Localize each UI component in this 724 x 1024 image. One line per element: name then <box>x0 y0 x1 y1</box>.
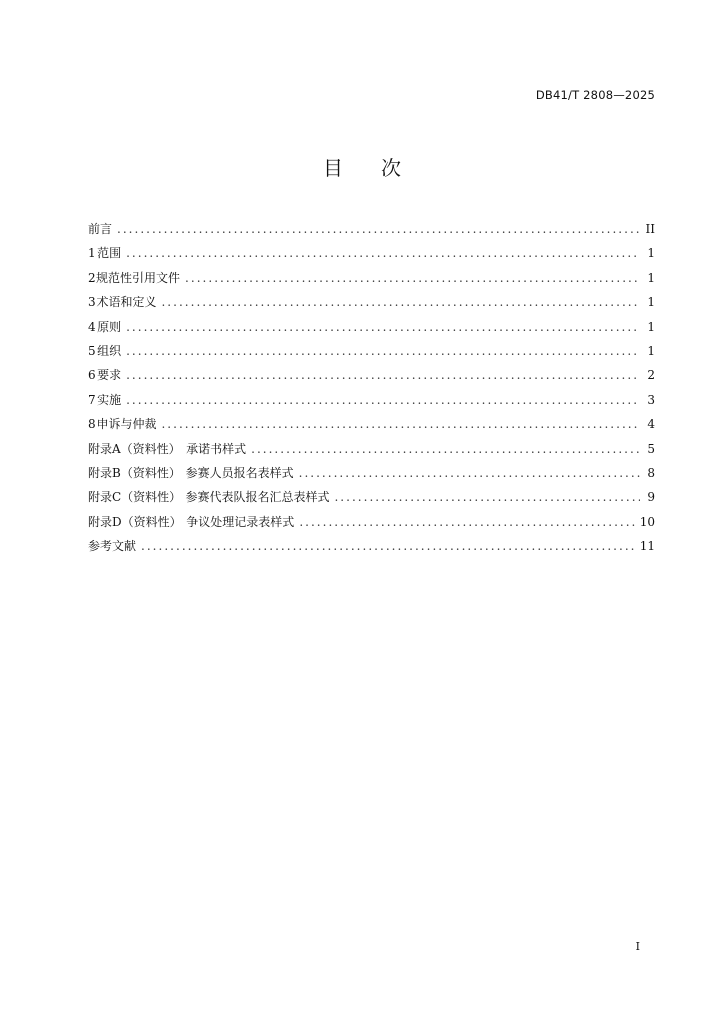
toc-entry-number: 1 <box>88 246 96 261</box>
toc-entry[interactable] <box>88 537 655 561</box>
toc-dot-leader <box>117 222 640 236</box>
toc-entry-subtitle: 参赛人员报名表样式 <box>185 465 294 480</box>
toc-entry[interactable] <box>88 342 655 366</box>
toc-dot-leader <box>185 271 640 285</box>
toc-dot-leader <box>299 515 634 529</box>
toc-entry-number: 5 <box>88 343 96 358</box>
toc-entry-page: 11 <box>639 539 655 554</box>
toc-entry-subtitle: 参赛代表队报名汇总表样式 <box>185 490 330 505</box>
toc-entry-label: 附录B（资料性） <box>88 465 181 480</box>
toc-dot-leader <box>251 442 640 456</box>
toc-entry[interactable] <box>88 488 655 512</box>
toc-entry-label: 要求 <box>97 368 122 383</box>
toc-entry-page: II <box>645 222 655 236</box>
toc-entry[interactable] <box>88 244 655 268</box>
toc-dot-leader <box>334 490 640 504</box>
toc-entry-label: 附录D（资料性） <box>88 514 182 529</box>
toc-entry-page: 3 <box>647 392 655 407</box>
toc-dot-leader <box>126 320 640 334</box>
toc-entry-page: 1 <box>647 343 655 358</box>
table-of-contents <box>88 220 655 561</box>
toc-entry-page: 1 <box>647 246 655 261</box>
toc-entry[interactable] <box>88 415 655 439</box>
toc-entry-page: 8 <box>647 465 655 480</box>
toc-entry-number: 2 <box>88 270 96 285</box>
toc-entry[interactable] <box>88 269 655 293</box>
toc-entry-page: 1 <box>647 270 655 285</box>
toc-entry[interactable] <box>88 464 655 488</box>
toc-entry[interactable] <box>88 293 655 317</box>
toc-entry-label: 参考文献 <box>88 539 137 554</box>
toc-entry-page: 4 <box>647 417 655 432</box>
toc-entry-label: 附录C（资料性） <box>88 490 182 505</box>
toc-dot-leader <box>161 295 640 309</box>
toc-entry[interactable] <box>88 318 655 342</box>
toc-entry-page: 10 <box>639 514 655 529</box>
toc-entry-number: 6 <box>88 368 96 383</box>
toc-entry-page: 2 <box>647 368 655 383</box>
toc-entry[interactable] <box>88 366 655 390</box>
toc-dot-leader <box>126 393 640 407</box>
toc-entry[interactable] <box>88 440 655 464</box>
toc-entry-label: 术语和定义 <box>96 295 157 310</box>
toc-entry-page: 1 <box>647 295 655 310</box>
toc-entry-page: 9 <box>647 490 655 505</box>
toc-dot-leader <box>126 344 640 358</box>
toc-entry-label: 附录A（资料性） <box>88 441 181 456</box>
page-title: 目次 <box>323 156 439 180</box>
toc-entry-label: 申诉与仲裁 <box>96 417 157 432</box>
toc-entry[interactable] <box>88 513 655 537</box>
toc-dot-leader <box>126 246 640 260</box>
toc-dot-leader <box>141 539 635 553</box>
toc-entry-label: 实施 <box>97 392 122 407</box>
page-number: I <box>635 940 640 953</box>
toc-entry-label: 组织 <box>97 343 122 358</box>
toc-entry[interactable] <box>88 391 655 415</box>
toc-entry-number: 3 <box>88 295 96 310</box>
toc-entry-label: 前言 <box>88 222 113 236</box>
toc-dot-leader <box>299 466 640 480</box>
toc-entry[interactable] <box>88 220 655 244</box>
toc-entry-number: 8 <box>88 417 96 432</box>
toc-entry-subtitle: 争议处理记录表样式 <box>186 514 295 529</box>
toc-entry-number: 7 <box>88 392 96 407</box>
toc-dot-leader <box>161 417 640 431</box>
document-code: DB41/T 2808—2025 <box>535 88 655 102</box>
toc-entry-subtitle: 承诺书样式 <box>186 441 247 456</box>
toc-dot-leader <box>126 368 640 382</box>
toc-entry-label: 范围 <box>97 246 122 261</box>
toc-entry-label: 规范性引用文件 <box>96 270 181 285</box>
toc-entry-page: 5 <box>647 441 655 456</box>
toc-entry-number: 4 <box>88 319 96 334</box>
toc-entry-label: 原则 <box>97 319 122 334</box>
toc-entry-page: 1 <box>647 319 655 334</box>
